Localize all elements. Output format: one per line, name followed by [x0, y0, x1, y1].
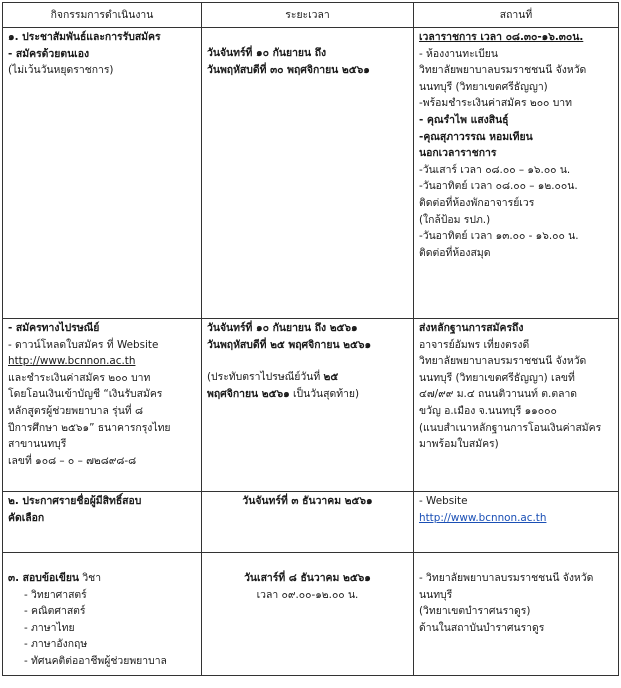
activity-title: - สมัครทางไปรษณีย์ — [8, 322, 100, 334]
activity-sub: - สมัครด้วยตนเอง — [8, 47, 90, 60]
subject-item: - ภาษาอังกฤษ — [24, 638, 88, 651]
activity-cell — [3, 319, 202, 492]
place-line: - ห้องงานทะเบียน — [419, 47, 498, 60]
place-cell — [414, 319, 619, 492]
schedule-table — [2, 2, 619, 676]
header-place: สถานที่ — [414, 3, 619, 28]
period-cell — [202, 553, 414, 676]
period-note-date: พฤศจิกายน ๒๕๖๑ — [207, 387, 290, 400]
place-offhours: นอกเวลาราชการ — [419, 147, 497, 160]
period-note — [207, 369, 408, 386]
place-line: ติดต่อที่ห้องพักอาจารย์เวร — [419, 196, 535, 209]
place-line: วิทยาลัยพยาบาลบรมราชชนนี จังหวัด — [419, 64, 587, 77]
period-line: วันจันทร์ที่ ๓ ธันวาคม ๒๕๖๑ — [242, 495, 373, 507]
activity-cell — [3, 553, 202, 676]
period-note-text: เป็นวันสุดท้าย) — [289, 387, 360, 400]
activity-title: ๒. ประกาศรายชื่อผู้มีสิทธิ์สอบ — [8, 495, 142, 507]
place-line: วิทยาลัยพยาบาลบรมราชชนนี จังหวัด — [419, 355, 587, 368]
place-cell — [414, 28, 619, 319]
activity-line: หลักสูตรผู้ช่วยพยาบาล รุ่นที่ ๘ — [8, 404, 143, 417]
place-line: -วันอาทิตย์ เวลา ๐๘.๐๐ – ๑๒.๐๐น. — [419, 180, 578, 193]
place-contact: -คุณสุภาวรรณ หอมเทียน — [419, 130, 533, 143]
subject-item: - คณิตศาสตร์ — [24, 605, 86, 618]
activity-line: โดยโอนเงินเข้าบัญชี “เงินรับสมัคร — [8, 388, 163, 401]
place-line: ด้านในสถาบันบำราศนราดูร — [419, 621, 545, 634]
table-row — [3, 492, 619, 553]
subject-item: - วิทยาศาสตร์ — [24, 588, 87, 601]
period-cell — [202, 492, 414, 553]
period-line: วันจันทร์ที่ ๑๐ กันยายน ถึง — [207, 47, 327, 59]
activity-cell — [3, 28, 202, 319]
place-line: ติดต่อที่ห้องสมุด — [419, 246, 491, 259]
activity-line: สาขานนทบุรี — [8, 438, 67, 451]
activity-cell — [3, 492, 202, 553]
period-note — [207, 386, 408, 403]
place-cell — [414, 492, 619, 553]
activity-line: ปีการศึกษา ๒๕๖๑” ธนาคารกรุงไทย — [8, 421, 171, 434]
period-cell — [202, 319, 414, 492]
period-line: วันพฤหัสบดีที่ ๓๐ พฤศจิกายน ๒๕๖๑ — [207, 63, 370, 76]
schedule-document — [2, 2, 618, 676]
period-line: เวลา ๐๙.๐๐-๑๒.๐๐ น. — [256, 588, 359, 601]
period-line: วันจันทร์ที่ ๑๐ กันยายน ถึง ๒๕๖๑ — [207, 322, 358, 334]
period-line: วันพฤหัสบดีที่ ๒๕ พฤศจิกายน ๒๕๖๑ — [207, 338, 372, 351]
place-line: นนทบุรี — [419, 588, 453, 601]
place-cell — [414, 553, 619, 676]
website-link[interactable]: http://www.bcnnon.ac.th — [419, 511, 547, 524]
period-line: วันเสาร์ที่ ๘ ธันวาคม ๒๕๖๑ — [244, 572, 371, 584]
subject-item: - ภาษาไทย — [24, 621, 75, 634]
place-hours: เวลาราชการ เวลา ๐๘.๓๐-๑๖.๓๐น. — [419, 31, 584, 43]
place-line: (แนบสำเนาหลักฐานการโอนเงินค่าสมัคร — [419, 421, 602, 434]
place-line: อาจารย์อัมพร เที่ยงตรงดี — [419, 338, 530, 351]
place-line: (วิทยาเขตบำราศนราดูร) — [419, 605, 531, 618]
place-line: - วิทยาลัยพยาบาลบรมราชชนนี จังหวัด — [419, 572, 594, 584]
table-row — [3, 553, 619, 676]
activity-note: (ไม่เว้นวันหยุดราชการ) — [8, 64, 114, 77]
place-title: ส่งหลักฐานการสมัครถึง — [419, 322, 524, 334]
activity-title: ๑. ประชาสัมพันธ์และการรับสมัคร — [8, 31, 161, 43]
place-line: ๔๗/๙๙ ม.๔ ถนนติวานนท์ ต.ตลาด — [419, 388, 578, 401]
period-note-text: (ประทับตราไปรษณีย์วันที่ — [207, 371, 324, 384]
header-activity: กิจกรรมการดำเนินงาน — [3, 3, 202, 28]
website-link[interactable]: http://www.bcnnon.ac.th — [8, 355, 136, 368]
period-note-date: ๒๕ — [323, 371, 339, 384]
subject-item: - ทัศนคติต่ออาชีพผู้ช่วยพยาบาล — [24, 654, 167, 667]
place-line: มาพร้อมใบสมัคร) — [419, 438, 499, 451]
place-line: - Website — [419, 495, 468, 507]
place-line: -วันเสาร์ เวลา ๐๘.๐๐ – ๑๖.๐๐ น. — [419, 163, 571, 176]
exam-title: ๓. สอบข้อเขียน — [8, 572, 80, 584]
header-period: ระยะเวลา — [202, 3, 414, 28]
period-cell — [202, 28, 414, 319]
place-line: ขวัญ อ.เมือง จ.นนทบุรี ๑๑๐๐๐ — [419, 404, 557, 417]
activity-title: คัดเลือก — [8, 511, 45, 524]
place-line: -พร้อมชำระเงินค่าสมัคร ๒๐๐ บาท — [419, 97, 572, 110]
activity-line: และชำระเงินค่าสมัคร ๒๐๐ บาท — [8, 371, 151, 384]
exam-title-suffix: วิชา — [79, 572, 102, 584]
activity-line: เลขที่ ๑๐๘ – ๐ – ๗๒๘๙๘-๘ — [8, 454, 137, 467]
table-row — [3, 319, 619, 492]
place-line: นนทบุรี (วิทยาเขตศรีธัญญา) — [419, 80, 548, 93]
place-line: (ใกล้ป้อม รปภ.) — [419, 213, 491, 226]
place-line: นนทบุรี (วิทยาเขตศรีธัญญา) เลขที่ — [419, 371, 575, 384]
activity-title — [8, 570, 196, 587]
place-line: -วันอาทิตย์ เวลา ๑๓.๐๐ - ๑๖.๐๐ น. — [419, 230, 579, 243]
header-row — [3, 3, 619, 28]
place-contact: - คุณรำไพ แสงสินธุ์ — [419, 113, 509, 126]
table-row — [3, 28, 619, 319]
activity-line: - ดาวน์โหลดใบสมัคร ที่ Website — [8, 338, 159, 351]
